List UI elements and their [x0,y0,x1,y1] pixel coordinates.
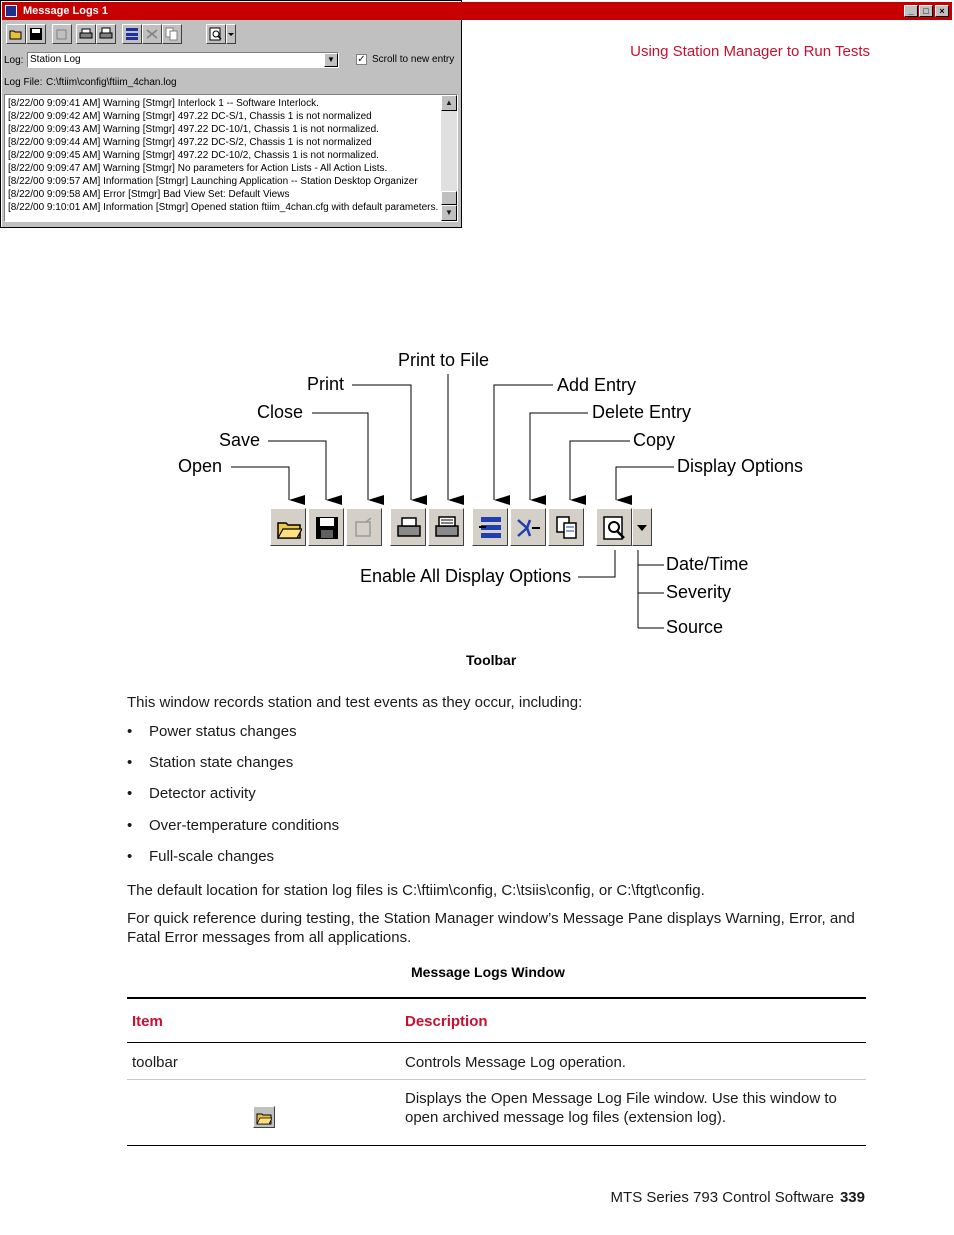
table-cell-description: Controls Message Log operation. [405,1054,626,1071]
log-file-value: C:\ftiim\config\ftiim_4chan.log [46,77,177,88]
intro-paragraph: This window records station and test events as they occur, including: [127,694,583,711]
magnifier-page-icon [602,515,628,541]
log-line[interactable]: [8/22/00 9:09:57 AM] Information [Stmgr] Launching Application -- Station Desktop Organizer [8,176,418,187]
add-entry-button[interactable] [472,508,508,546]
copy-icon [554,515,580,541]
label-severity: Severity [666,582,732,602]
maximize-button[interactable]: □ [919,5,933,17]
label-display-options: Display Options [677,456,804,476]
log-file-label: Log File: [4,77,43,88]
table-caption: Message Logs Window [411,964,565,980]
open-folder-icon [256,1109,272,1125]
label-date-time: Date/Time [666,554,749,574]
open-button[interactable] [270,508,306,546]
table-cell-description: Displays the Open Message Log File window. Use this window to open archived message log files (extension log). [405,1090,837,1126]
label-close: Close [257,402,304,422]
close-button[interactable] [346,508,382,546]
table-top-rule [127,997,866,999]
log-line[interactable]: [8/22/00 9:09:47 AM] Warning [Stmgr] No parameters for Action Lists - All Action Lists. [8,163,388,174]
minimize-button[interactable]: _ [904,5,918,17]
scroll-up-icon[interactable]: ▲ [441,95,457,111]
printer-icon [396,515,422,541]
save-button[interactable] [308,508,344,546]
close-window-button[interactable]: × [935,5,949,17]
print-to-file-icon [434,515,460,541]
close-file-icon [352,515,378,541]
delete-entry-icon [516,515,542,541]
log-select-value: Station Log [30,54,81,65]
label-delete-entry: Delete Entry [592,402,692,422]
quick-reference-paragraph: For quick reference during testing, the Station Manager window’s Message Pane displays Warning, Error, and Fatal Error messages from all applications. [127,910,855,946]
table-cell-item: toolbar [132,1054,178,1071]
label-print: Print [307,374,345,394]
scroll-down-icon[interactable]: ▼ [441,205,457,221]
log-line[interactable]: [8/22/00 9:09:41 AM] Warning [Stmgr] Interlock 1 -- Software Interlock. [8,98,319,109]
log-line[interactable]: [8/22/00 9:09:58 AM] Error [Stmgr] Bad View Set: Default Views [8,189,290,200]
window-title: Message Logs 1 [23,5,108,17]
scroll-checkbox-label: Scroll to new entry [372,54,455,65]
page-footer [611,1189,865,1206]
label-copy: Copy [633,430,676,450]
print-to-file-button[interactable] [428,508,464,546]
log-line[interactable]: [8/22/00 9:09:43 AM] Warning [Stmgr] 497.22 DC-10/1, Chassis 1 is not normalized. [8,124,379,135]
open-button [253,1106,275,1128]
column-header-description: Description [405,1013,488,1030]
log-label: Log: [4,55,24,66]
add-entry-icon [478,515,504,541]
delete-entry-button[interactable] [510,508,546,546]
copy-button[interactable] [548,508,584,546]
column-header-item: Item [132,1013,163,1030]
table-bottom-rule [127,1145,866,1146]
label-save: Save [219,430,261,450]
log-line[interactable]: [8/22/00 9:09:44 AM] Warning [Stmgr] 497.22 DC-S/2, Chassis 1 is not normalized [8,137,372,148]
default-location-paragraph: The default location for station log files is C:\ftiim\config, C:\tsiis\config, or C:\ftgt\config. [127,882,705,899]
table-header-rule [127,1042,866,1043]
label-open: Open [178,456,223,476]
log-line[interactable]: [8/22/00 9:09:42 AM] Warning [Stmgr] 497.22 DC-S/1, Chassis 1 is not normalized [8,111,372,122]
scroll-checkbox[interactable]: ✓ [357,54,366,65]
label-enable-all-display-options: Enable All Display Options [360,566,572,586]
print-button[interactable] [390,508,426,546]
display-options-button[interactable] [596,508,632,546]
footer-doc-title: MTS Series 793 Control Software [610,1189,834,1206]
chevron-down-icon[interactable]: ▼ [324,53,338,67]
display-options-dropdown[interactable] [632,508,652,546]
label-source: Source [666,617,724,637]
open-folder-icon [276,515,302,541]
toolbar-enlarged [266,508,654,548]
chevron-down-icon [637,515,647,541]
page-number: 339 [839,1189,865,1206]
table-row-rule [127,1079,866,1080]
log-line[interactable]: [8/22/00 9:10:01 AM] Information [Stmgr] Opened station ftiim_4chan.cfg with default parameters. [8,202,439,213]
label-add-entry: Add Entry [557,375,637,395]
label-print-to-file: Print to File [398,350,490,370]
running-header: Using Station Manager to Run Tests [630,43,870,60]
figure-caption-toolbar: Toolbar [466,652,517,668]
log-line[interactable]: [8/22/00 9:09:45 AM] Warning [Stmgr] 497.22 DC-10/2, Chassis 1 is not normalized. [8,150,379,161]
floppy-disk-icon [314,515,340,541]
